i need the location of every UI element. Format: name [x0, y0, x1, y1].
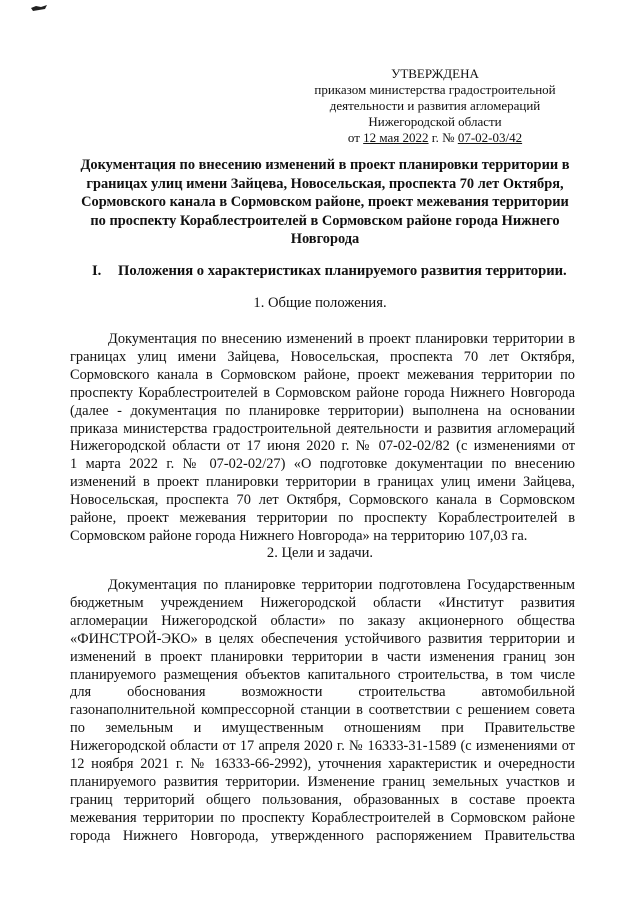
paragraph-line: агломерации Нижегородской области» по заказу акционерного общества	[70, 612, 575, 629]
paragraph-line: по земельным и имущественным отношениям при Правительстве	[70, 720, 575, 737]
section-heading	[92, 262, 592, 280]
paragraph-line: Документация по планировке территории подготовлена Государственным	[108, 577, 575, 593]
paragraph-line: Новосельская, проспекта 70 лет Октября, Сормовского канала в Сормовском	[70, 492, 575, 509]
paragraph-line: приказа министерства градостроительной деятельности и развития агломераций	[70, 420, 575, 437]
paragraph-line: газонаполнительной компрессорной станции в соответствии с решением совета	[70, 702, 575, 719]
paragraph-general	[70, 331, 575, 546]
date-prefix: от	[347, 130, 364, 145]
document-title	[70, 156, 580, 249]
subsection-heading-goals: 2. Цели и задачи.	[266, 545, 374, 561]
title-line: границах улиц имени Зайцева, Новосельская, проспекта 70 лет Октября,	[86, 175, 564, 192]
paragraph-line: Сормовского канала в Сормовском районе, проект межевания территории по	[70, 366, 575, 383]
title-line: по проспекту Кораблестроителей в Сормовском районе города Нижнего	[90, 212, 560, 229]
subsection-heading-general: 1. Общие положения.	[253, 295, 387, 311]
approval-line-1: приказом министерства градостроительной	[314, 82, 556, 97]
paragraph-line: бюджетным учреждением Нижегородской области «Институт развития	[70, 594, 575, 611]
paragraph-line: Сормовском районе города Нижнего Новгорода» на территорию 107,03 га.	[70, 527, 528, 544]
paragraph-line: районе, проект межевания территории по проспекту Кораблестроителей в	[70, 510, 575, 527]
section-number: I.	[92, 263, 102, 279]
section-title: Положения о характеристиках планируемого развития территории.	[118, 263, 567, 279]
paragraph-line: проспекту Кораблестроителей в Сормовском районе города Нижнего Новгорода	[70, 384, 575, 401]
paragraph-goals	[70, 577, 575, 846]
paragraph-line: изменений в проект планировки территории в границах улиц имени Зайцева,	[70, 474, 575, 491]
paragraph-line: «ФИНСТРОЙ-ЭКО» в целях обеспечения устойчивого развития территории и	[70, 630, 575, 647]
title-line: Документация по внесению изменений в проект планировки территории в	[80, 157, 570, 173]
paragraph-line: планируемого размещения объектов капитального строительства, в том числе	[70, 666, 575, 683]
paragraph-line: изменений в проект планировки территории в части изменения границ зон	[70, 648, 575, 665]
paragraph-line: планируемого развития территории. Изменение границ земельных участков и	[70, 773, 575, 790]
approval-stamp	[300, 66, 570, 146]
approved-label: УТВЕРЖДЕНА	[391, 66, 479, 81]
approval-line-2: деятельности и развития агломераций	[329, 98, 541, 113]
paragraph-line: Нижегородской области от 17 июня 2020 г. № 07-02-02/82 (с изменениями от	[70, 438, 575, 455]
title-line: Сормовского канала в Сормовском районе, проект межевания территории	[81, 194, 569, 211]
paragraph-line: межевания территории по проспекту Кораблестроителей в Сормовском районе	[70, 809, 575, 826]
paragraph-line: границах улиц имени Зайцева, Новосельская, проспекта 70 лет Октября,	[70, 348, 575, 365]
title-line: Новгорода	[290, 231, 360, 248]
paragraph-line: границ территорий общего пользования, образованных в составе проекта	[70, 791, 575, 808]
paragraph-line: города Нижнего Новгорода, утвержденного распоряжением Правительства	[70, 827, 575, 844]
paragraph-line: Нижегородской области от 17 апреля 2020 г. № 16333-31-1589 (с изменениями от	[70, 738, 575, 755]
paragraph-line: 12 ноября 2021 г. № 16333-66-2992), уточнения характеристик и очередности	[70, 756, 575, 773]
date-suffix: г. №	[428, 130, 458, 145]
paragraph-line: Документация по внесению изменений в проект планировки территории в	[108, 331, 575, 347]
paragraph-line: для обоснования возможности строительства автомобильной	[70, 684, 575, 701]
approval-date: 12 мая 2022	[363, 130, 429, 145]
approval-number: 07-02-03/42	[457, 130, 523, 145]
approval-line-3: Нижегородской области	[368, 114, 502, 129]
approval-date-line	[300, 130, 570, 146]
paragraph-line: 1 марта 2022 г. № 07-02-02/27) «О подготовке документации по внесению	[70, 456, 575, 473]
paragraph-line: (далее - документация по планировке территории) выполнена на основании	[70, 402, 575, 419]
scan-mark	[30, 4, 48, 12]
